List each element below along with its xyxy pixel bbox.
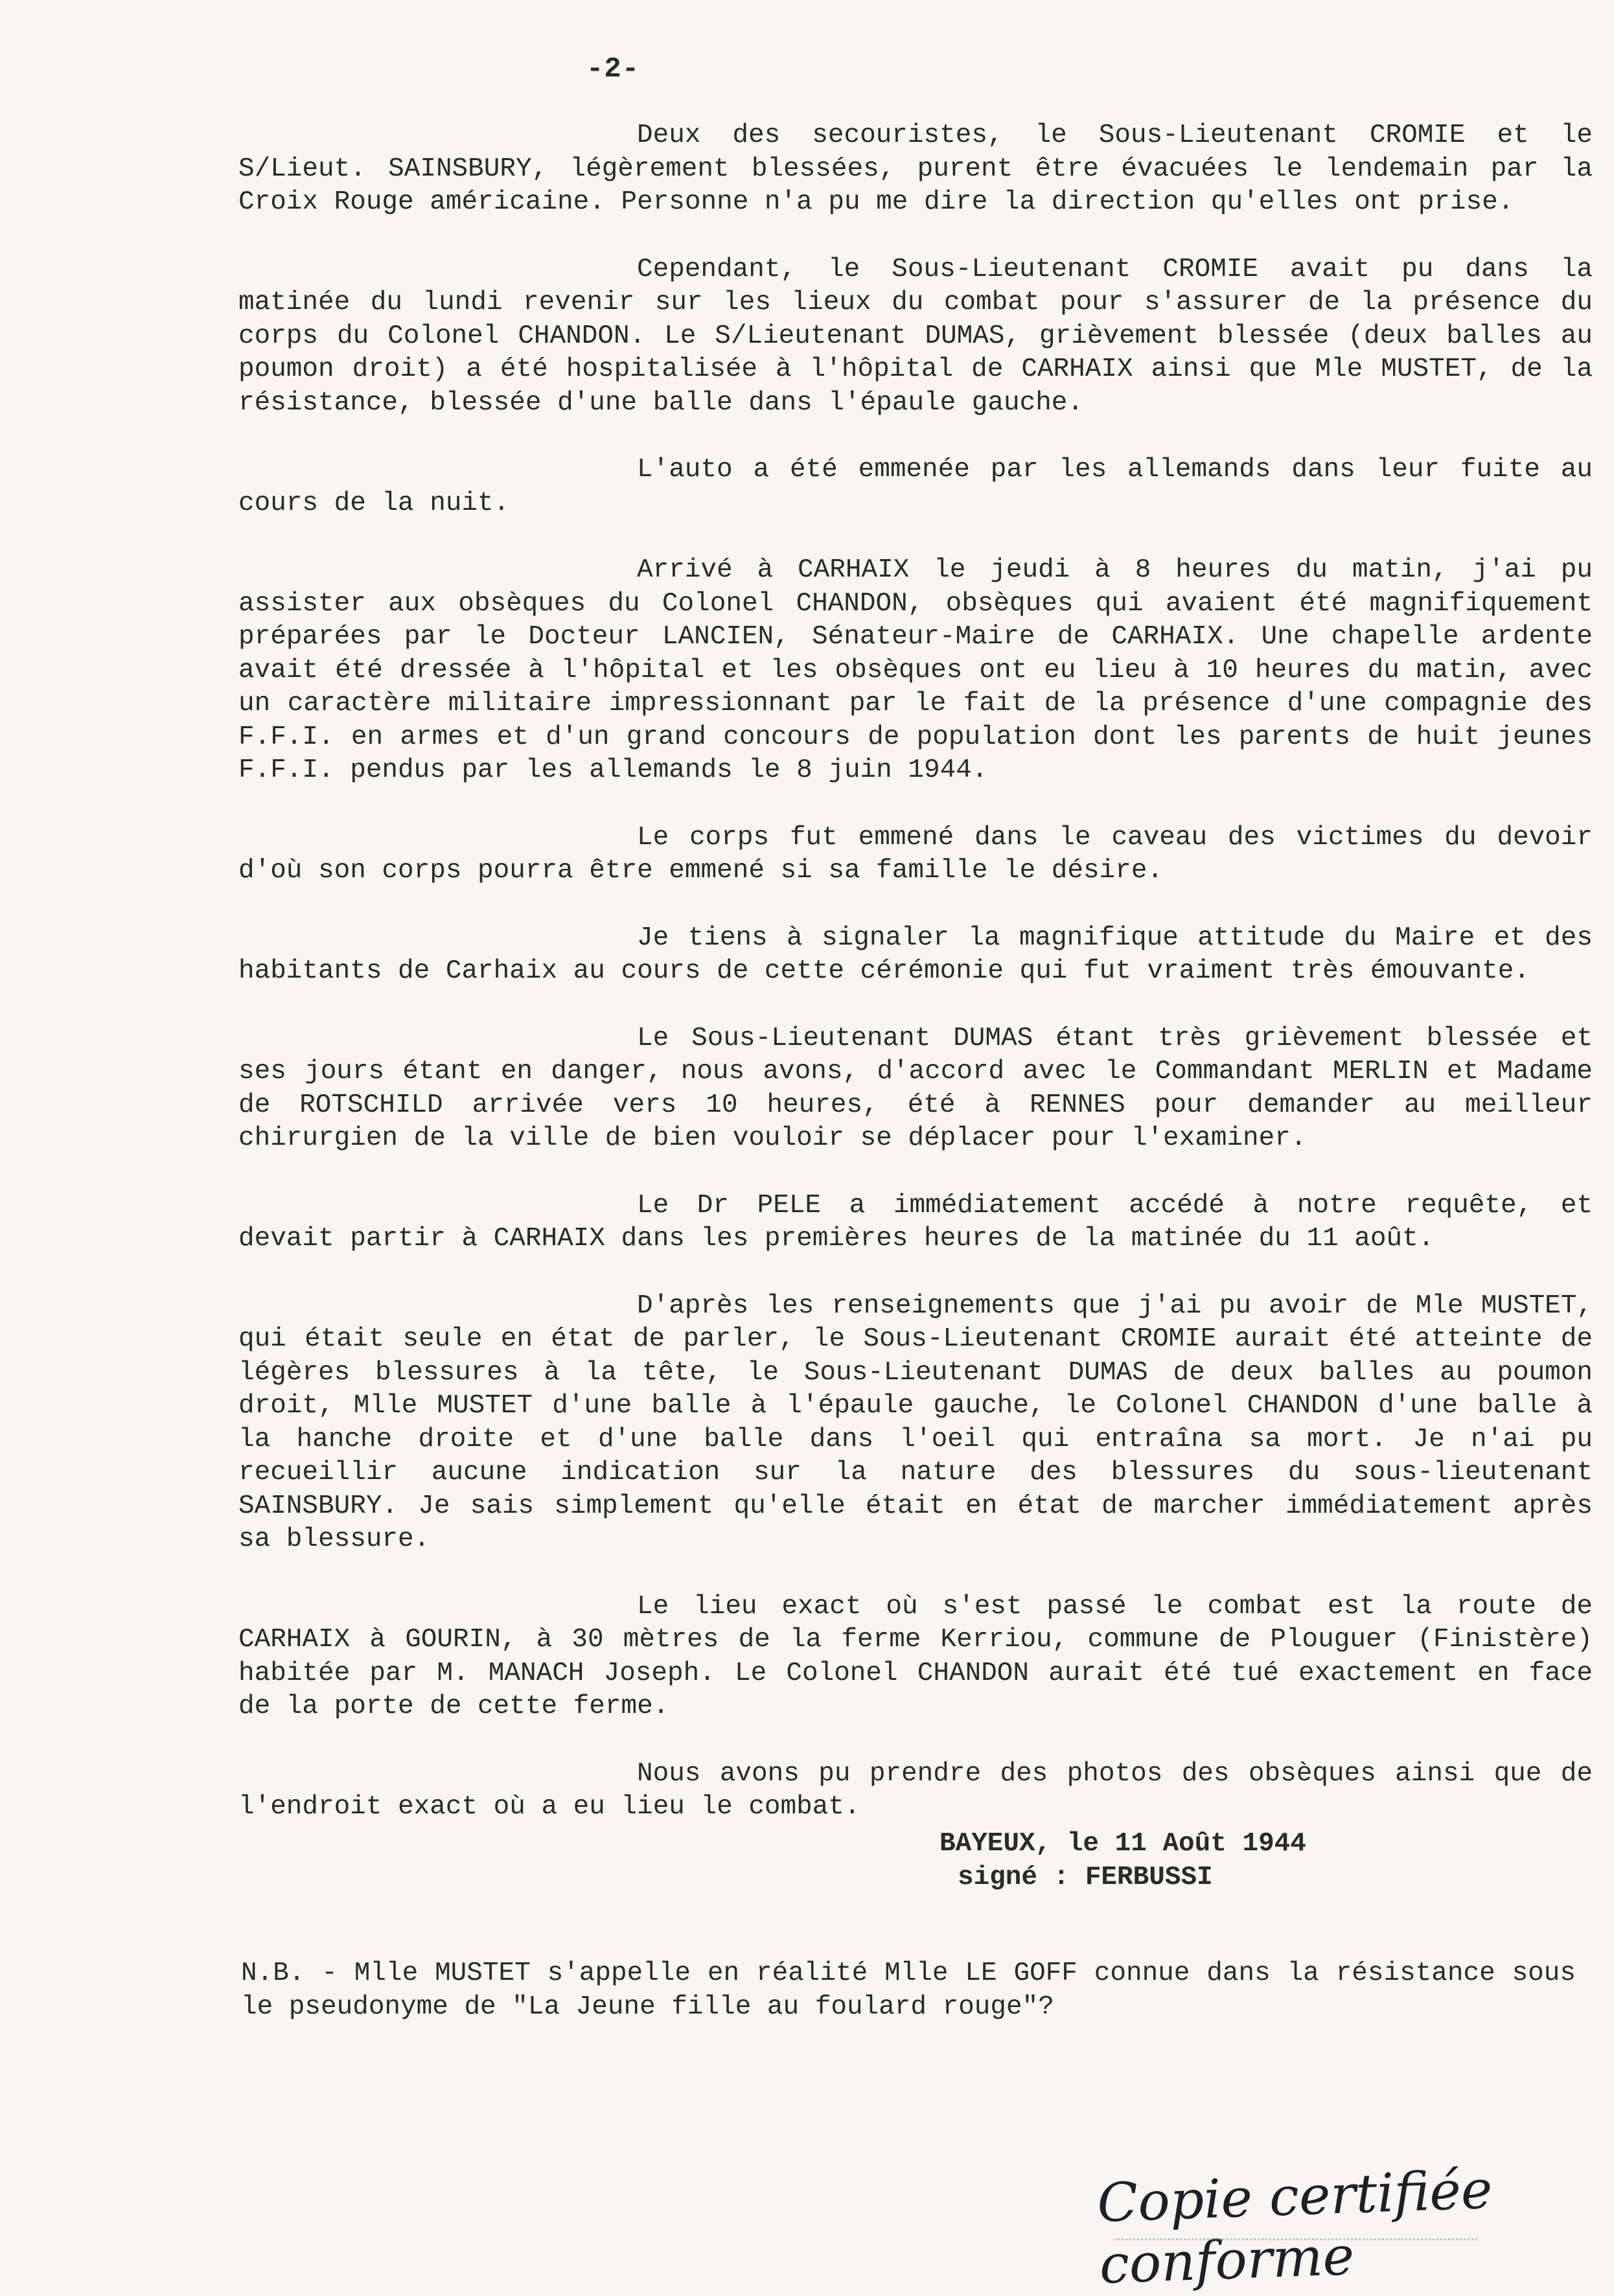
- paragraph-10: Le lieu exact où s'est passé le combat est la route de CARHAIX à GOURIN, à 30 mètres de la ferme Kerriou, commune de Plouguer (Finistère) habitée par M. MANACH Joseph. Le Colonel CHANDON aurait été tué exactement en face de la porte de cette ferme.: [238, 1591, 1593, 1721]
- nota-bene: N.B. - Mlle MUSTET s'appelle en réalité Mlle LE GOFF connue dans la résistance sous le pseudonyme de "La Jeune fille au foulard rouge"?: [241, 1958, 1576, 2022]
- paragraph-4: Arrivé à CARHAIX le jeudi à 8 heures du matin, j'ai pu assister aux obsèques du Colonel CHANDON, obsèques qui avaient été magnifiquement préparées par le Docteur LANCIEN, Sénateur-Maire de CARHAIX. Une chapelle ardente avait été dressée à l'hôpital et les obsèques ont eu lieu à 10 heures du matin, avec un caractère militaire impressionnant par le fait de la présence d'une compagnie des F.F.I. en armes et d'un grand concours de population dont les parents de huit jeunes F.F.I. pendus par les allemands le 8 juin 1944.: [238, 555, 1593, 785]
- signed-by: signé : FERBUSSI: [958, 1863, 1213, 1892]
- handwritten-certification: Copie certifiée conforme: [1096, 2159, 1493, 2296]
- letter-body: [238, 119, 1593, 1855]
- page-number: -2-: [586, 53, 640, 86]
- paragraph-2: Cependant, le Sous-Lieutenant CROMIE avait pu dans la matinée du lundi revenir sur les lieux du combat pour s'assurer de la présence du corps du Colonel CHANDON. Le S/Lieutenant DUMAS, grièvement blessée (deux balles au poumon droit) a été hospitalisée à l'hôpital de CARHAIX ainsi que Mle MUSTET, de la résistance, blessée d'une balle dans l'épaule gauche.: [238, 254, 1593, 418]
- paragraph-3: L'auto a été emmenée par les allemands dans leur fuite au cours de la nuit.: [238, 455, 1593, 518]
- paragraph-1: Deux des secouristes, le Sous-Lieutenant CROMIE et le S/Lieut. SAINSBURY, légèrement blessées, purent être évacuées le lendemain par la Croix Rouge américaine. Personne n'a pu me dire la direction qu'elles ont prise.: [238, 121, 1593, 217]
- paragraph-8: Le Dr PELE a immédiatement accédé à notre requête, et devait partir à CARHAIX dans les premières heures de la matinée du 11 août.: [238, 1190, 1593, 1254]
- signature-block: [940, 1827, 1306, 1894]
- paragraph-5: Le corps fut emmené dans le caveau des victimes du devoir d'où son corps pourra être emmené si sa famille le désire.: [238, 822, 1593, 886]
- paragraph-11: Nous avons pu prendre des photos des obsèques ainsi que de l'endroit exact où a eu lieu le combat.: [238, 1758, 1593, 1822]
- paragraph-6: Je tiens à signaler la magnifique attitude du Maire et des habitants de Carhaix au cours de cette cérémonie qui fut vraiment très émouvante.: [238, 923, 1593, 986]
- stamp-trace: [1114, 2238, 1477, 2257]
- place-date: BAYEUX, le 11 Août 1944: [940, 1829, 1306, 1859]
- paragraph-9: D'après les renseignements que j'ai pu avoir de Mle MUSTET, qui était seule en état de parler, le Sous-Lieutenant CROMIE aurait été atteinte de légères blessures à la tête, le Sous-Lieutenant DUMAS de deux balles au poumon droit, Mlle MUSTET d'une balle à l'épaule gauche, le Colonel CHANDON d'une balle à la hanche droite et d'une balle dans l'oeil qui entraîna sa mort. Je n'ai pu recueillir aucune indication sur la nature des blessures du sous-lieutenant SAINSBURY. Je sais simplement qu'elle était en état de marcher immédiatement après sa blessure.: [238, 1291, 1593, 1554]
- paragraph-7: Le Sous-Lieutenant DUMAS étant très grièvement blessée et ses jours étant en danger, nous avons, d'accord avec le Commandant MERLIN et Madame de ROTSCHILD arrivée vers 10 heures, été à RENNES pour demander au meilleur chirurgien de la ville de bien vouloir se déplacer pour l'examiner.: [238, 1023, 1593, 1153]
